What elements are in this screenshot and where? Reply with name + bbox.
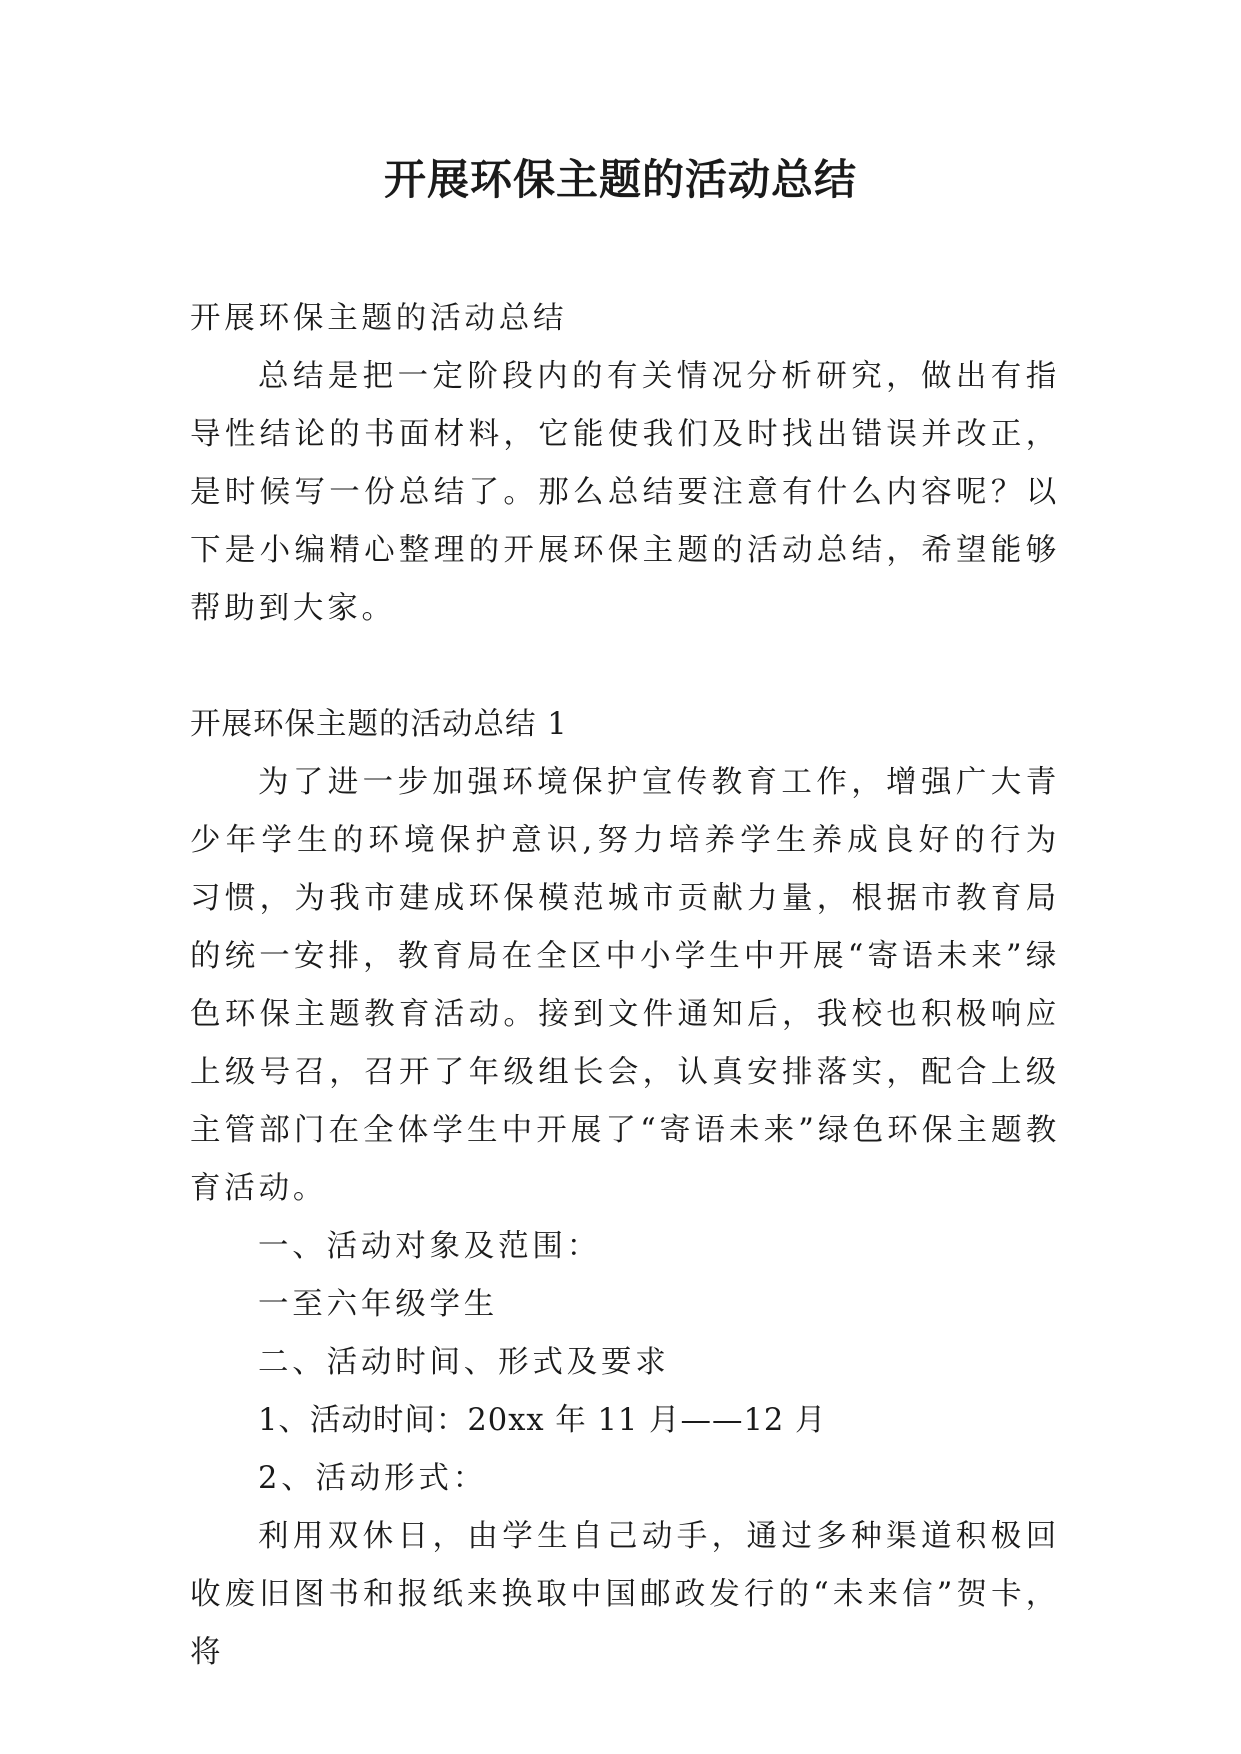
item2-time: 1、活动时间：20xx 年 11 月——12 月 (258, 1403, 827, 1438)
item1-heading: 一、活动对象及范围： (258, 1229, 601, 1264)
section1-paragraph: 为了进一步加强环境保护宣传教育工作，增强广大青少年学生的环境保护意识,努力培养学生养成良好的行为习惯，为我市建成环保模范城市贡献力量，根据市教育局的统一安排，教育局在全区中小学生中开展“寄语未来”绿色环保主题教育活动。接到文件通知后，我校也积极响应上级号召，召开了年级组长会，认真安排落实，配合上级主管部门在全体学生中开展了“寄语未来”绿色环保主题教育活动。 (190, 765, 1060, 1206)
paragraph-gap (190, 638, 1060, 696)
item1-content: 一至六年级学生 (258, 1287, 499, 1322)
document-title: 开展环保主题的活动总结 (383, 155, 857, 204)
item2-form-text: 利用双休日，由学生自己动手，通过多种渠道积极回收废旧图书和报纸来换取中国邮政发行的“未来信”贺卡，将 (190, 1519, 1060, 1670)
intro-paragraph: 总结是把一定阶段内的有关情况分析研究，做出有指导性结论的书面材料，它能使我们及时找出错误并改正，是时候写一份总结了。那么总结要注意有什么内容呢？以下是小编精心整理的开展环保主题的活动总结，希望能够帮助到大家。 (190, 359, 1060, 626)
intro-heading: 开展环保主题的活动总结 (190, 301, 568, 336)
item2-heading: 二、活动时间、形式及要求 (258, 1345, 670, 1380)
document-body (190, 290, 1060, 1682)
item2-form-label: 2、活动形式： (258, 1461, 488, 1496)
section1-heading: 开展环保主题的活动总结 1 (190, 707, 568, 742)
